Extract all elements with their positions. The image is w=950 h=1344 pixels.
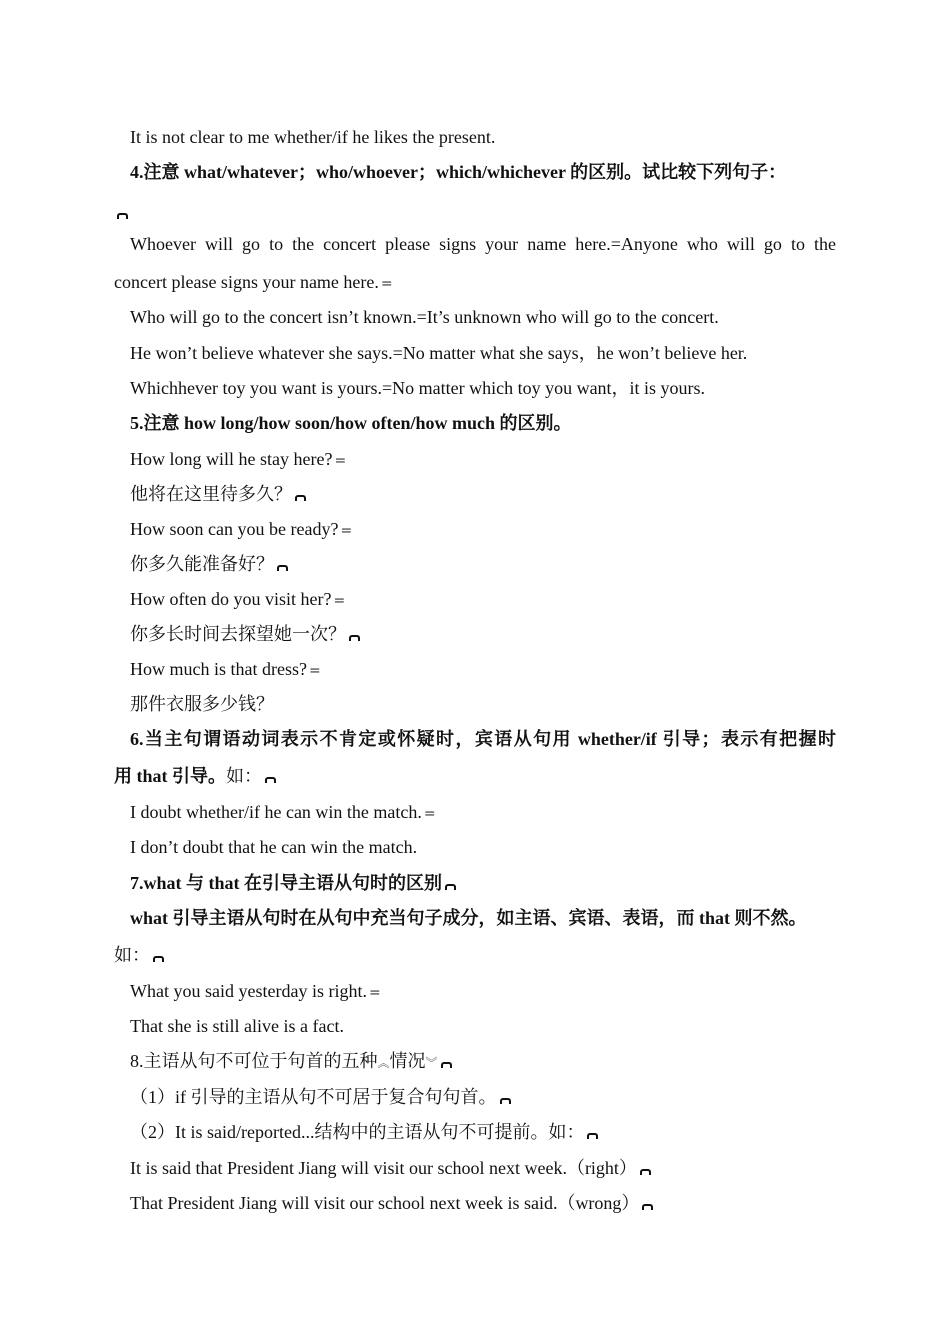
text-line <box>114 943 168 967</box>
chevron-down-icon: ︾ <box>425 1056 438 1070</box>
sentence: 如： <box>114 945 150 965</box>
text-line <box>130 1191 657 1215</box>
text-line <box>130 447 346 473</box>
sentence: concert please signs your name here. <box>114 272 379 292</box>
section-heading-4 <box>130 160 786 184</box>
sentence: 你多久能准备好？ <box>130 554 274 574</box>
sentence: （2）It is said/reported...结构中的主语从句不可提前。如： <box>130 1122 585 1142</box>
text-line <box>130 622 364 646</box>
sentence: 你多长时间去探望她一次？ <box>130 624 346 644</box>
heading-text: 6.当主句谓语动词表示不肯定或怀疑时，宾语从句用 whether/if 引导；表示有把握时 <box>130 729 836 749</box>
heading-text: 4.注意 what/whatever；who/whoever；which/whichever 的区别。试比较下列句子： <box>130 162 787 182</box>
sentence: He won’t believe whatever she says.=No matter what she says，he won’t believe her. <box>130 343 748 363</box>
text-line <box>130 1156 655 1180</box>
line-break-icon: = <box>368 985 381 1001</box>
line-break-icon: = <box>334 453 347 469</box>
sentence: How often do you visit her? <box>130 589 332 609</box>
sentence: How soon can you be ready? <box>130 519 339 539</box>
paragraph-return-icon <box>641 1200 657 1212</box>
text-line <box>130 552 292 576</box>
text-line <box>130 979 381 1005</box>
heading-text: 7.what 与 that 在引导主语从句时的区别 <box>130 873 443 893</box>
sentence: It is not clear to me whether/if he likes the present. <box>130 127 496 147</box>
text-line <box>130 376 705 400</box>
paragraph-return-icon <box>348 631 364 643</box>
sentence: Who will go to the concert isn’t known.=It’s unknown who will go to the concert. <box>130 307 719 327</box>
sentence: Whichhever toy you want is yours.=No matter which toy you want，it is yours. <box>130 378 706 398</box>
text-line <box>130 517 352 543</box>
sentence: （1）if 引导的主语从句不可居于复合句句首。 <box>130 1087 497 1107</box>
text-line <box>130 657 321 683</box>
sentence: I doubt whether/if he can win the match. <box>130 802 422 822</box>
text-line <box>130 835 417 859</box>
paragraph-return-icon <box>152 952 168 964</box>
sentence: 如： <box>226 766 262 786</box>
section-heading-8 <box>130 1049 456 1075</box>
sentence: What you said yesterday is right. <box>130 981 367 1001</box>
sentence: That she is still alive is a fact. <box>130 1016 344 1036</box>
line-break-icon: = <box>308 663 321 679</box>
sentence: That President Jiang will visit our school next week is said.（wrong） <box>130 1193 640 1213</box>
section-heading-5 <box>130 411 572 435</box>
heading-text: what 引导主语从句时在从句中充当句子成分，如主语、宾语、表语，而 that 则不然。 <box>130 908 807 928</box>
sentence: 他将在这里待多久？ <box>130 484 292 504</box>
text-line <box>130 482 310 506</box>
text-line <box>130 800 436 826</box>
paragraph-return-icon <box>264 773 280 785</box>
text-line <box>130 1120 602 1144</box>
sentence: How long will he stay here? <box>130 449 333 469</box>
paragraph-return-icon <box>586 1129 602 1141</box>
section-heading-7 <box>130 871 460 895</box>
heading-text: 5.注意 how long/how soon/how often/how much 的区别。 <box>130 413 572 433</box>
text-line <box>114 764 280 788</box>
paragraph-return-icon <box>444 880 460 892</box>
sentence: I don’t doubt that he can win the match. <box>130 837 418 857</box>
paragraph-return-icon <box>294 491 310 503</box>
text-line <box>130 692 274 716</box>
heading-text: 8.主语从句不可位于句首的五种 <box>130 1051 378 1071</box>
heading-text: 用 that 引导。 <box>114 766 226 786</box>
paragraph-return-icon <box>499 1094 515 1106</box>
sentence: It is said that President Jiang will visit our school next week.（right） <box>130 1158 637 1178</box>
line-break-icon: = <box>333 593 346 609</box>
line-break-icon: = <box>340 523 353 539</box>
paragraph-return-icon <box>116 209 132 221</box>
text-line <box>130 125 495 149</box>
chevron-up-icon: ︽ <box>377 1056 390 1070</box>
paragraph-return-icon <box>276 561 292 573</box>
heading-text: 情况 <box>389 1051 426 1071</box>
text-line <box>130 305 719 329</box>
text-line <box>130 341 747 365</box>
text-line <box>130 1085 515 1109</box>
text-line <box>130 587 345 613</box>
text-line <box>114 270 393 296</box>
sentence: How much is that dress? <box>130 659 307 679</box>
section-heading-6 <box>130 727 836 751</box>
paragraph-return-icon <box>440 1058 456 1070</box>
text-line <box>130 1014 344 1038</box>
sentence: Whoever will go to the concert please signs your name here.=Anyone who will go to the <box>130 234 836 254</box>
line-break-icon: = <box>423 806 436 822</box>
text-line <box>130 906 807 930</box>
paragraph-return-icon <box>639 1165 655 1177</box>
line-break-icon: = <box>380 276 393 292</box>
sentence: 那件衣服多少钱？ <box>130 694 274 714</box>
text-line <box>114 200 132 224</box>
text-line <box>130 232 836 256</box>
